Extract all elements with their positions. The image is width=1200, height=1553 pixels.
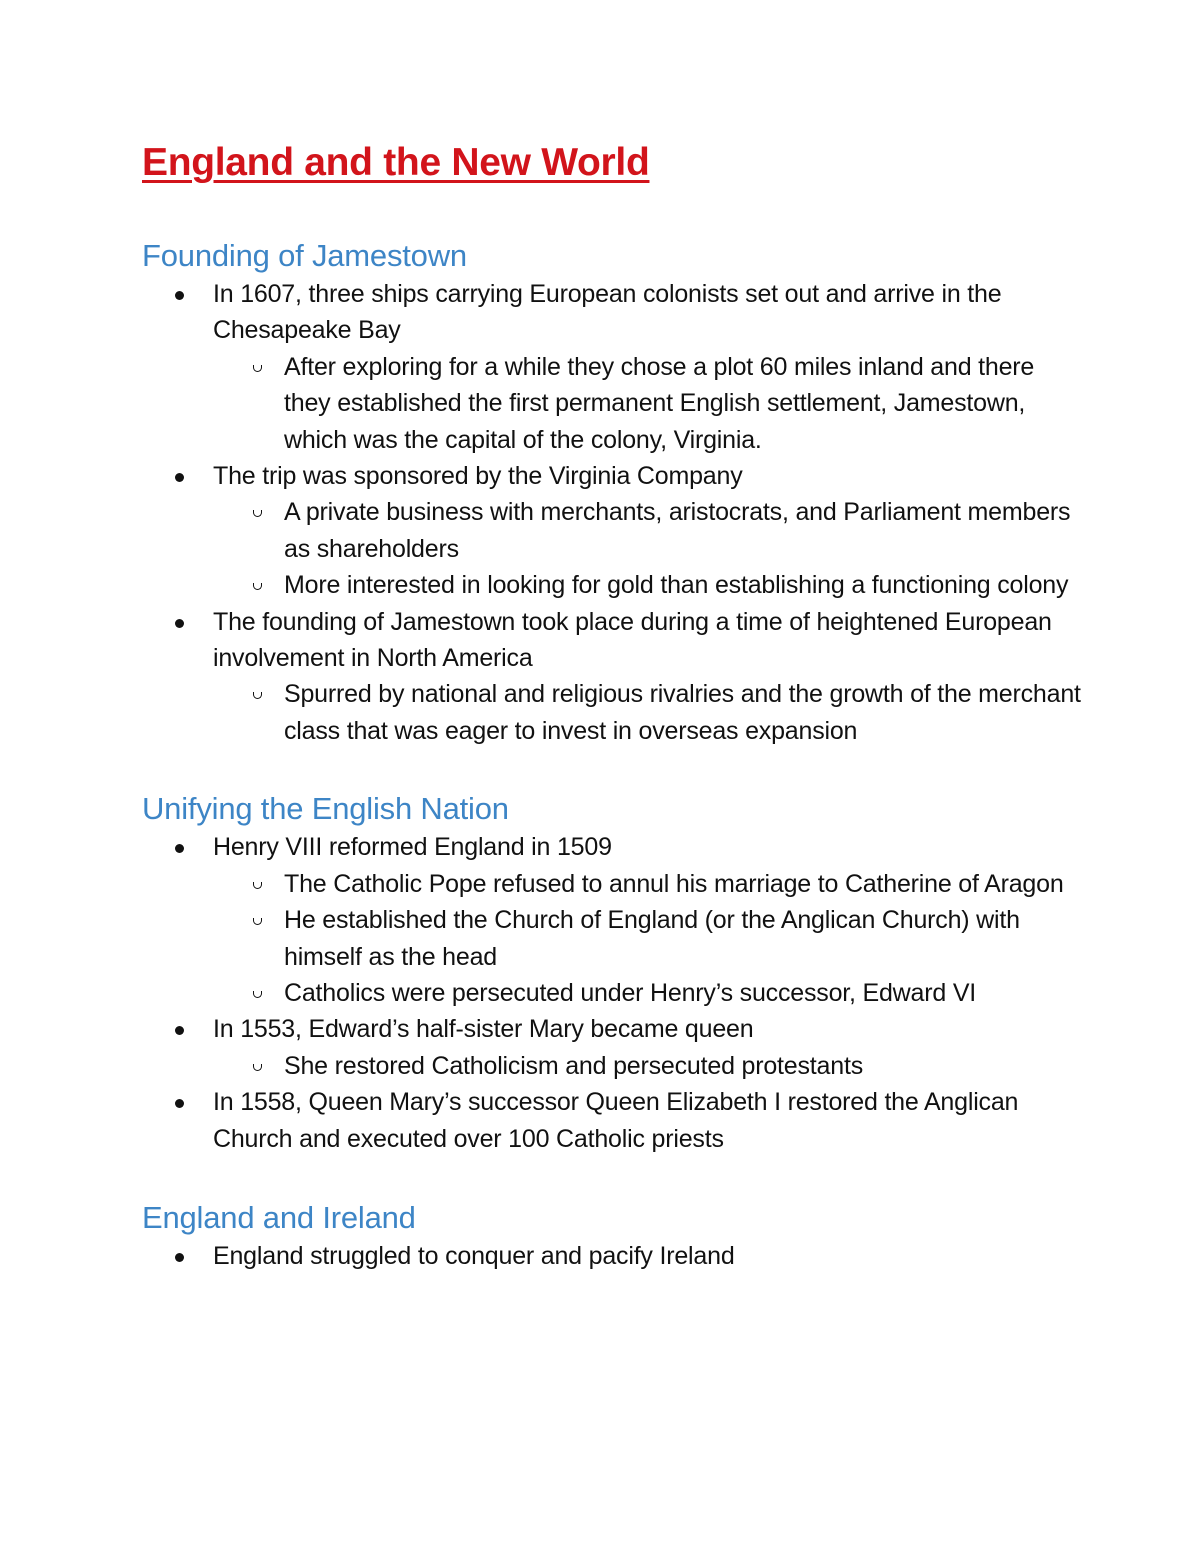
sub-list-item — [213, 349, 1082, 458]
bullet-dot-icon — [175, 1099, 184, 1108]
sub-list-item — [213, 975, 1082, 1011]
section-unifying-the-english-nation — [142, 789, 1082, 1157]
list-item — [142, 458, 1082, 494]
sub-bullet-list — [213, 1048, 1082, 1084]
bullet-dot-icon — [175, 844, 184, 853]
sub-list-item-text: Catholics were persecuted under Henry’s successor, Edward VI — [284, 978, 977, 1007]
sub-list-item-text: He established the Church of England (or the Anglican Church) with himself as the head — [284, 906, 1020, 971]
list-item-text: The founding of Jamestown took place during a time of heightened European involvement in North America — [213, 607, 1052, 673]
list-item — [142, 829, 1082, 865]
bullet-dot-icon — [175, 291, 184, 300]
hollow-bullet-icon — [253, 692, 262, 699]
bullet-dot-icon — [175, 1026, 184, 1035]
bullet-list — [142, 829, 1082, 1157]
hollow-bullet-icon — [253, 510, 262, 517]
section-heading: England and Ireland — [142, 1199, 416, 1235]
sub-list-item — [213, 902, 1082, 975]
document-title: England and the New World — [142, 141, 650, 184]
sub-list-item — [213, 676, 1082, 749]
sub-list-item-text: Spurred by national and religious rivalries and the growth of the merchant class that was eager to invest in overseas expansion — [284, 680, 1081, 745]
bullet-list — [142, 276, 1082, 749]
sub-bullet-list — [213, 494, 1082, 603]
list-item-text: In 1558, Queen Mary’s successor Queen Elizabeth I restored the Anglican Church and executed over 100 Catholic priests — [213, 1088, 1019, 1153]
sub-list-item-text: She restored Catholicism and persecuted protestants — [284, 1051, 864, 1080]
sub-bullet-list — [213, 676, 1082, 749]
sub-list-item-text: A private business with merchants, aristocrats, and Parliament members as shareholders — [284, 498, 1071, 563]
list-item-text: In 1553, Edward’s half-sister Mary became queen — [213, 1015, 754, 1044]
list-item-text: Henry VIII reformed England in 1509 — [213, 833, 612, 862]
sub-list-container — [142, 866, 1082, 1012]
bullet-dot-icon — [175, 1253, 184, 1262]
sub-list-container — [142, 349, 1082, 458]
sub-list-item — [213, 567, 1082, 603]
list-item-text: England struggled to conquer and pacify Ireland — [213, 1241, 735, 1270]
sub-list-item — [213, 1048, 1082, 1084]
document-page — [142, 138, 1082, 1274]
section-heading: Founding of Jamestown — [142, 238, 467, 273]
hollow-bullet-icon — [253, 991, 262, 998]
list-item — [142, 1238, 1082, 1274]
sub-list-item — [213, 494, 1082, 567]
list-item — [142, 276, 1082, 349]
sub-list-container — [142, 494, 1082, 603]
list-item — [142, 1011, 1082, 1047]
hollow-bullet-icon — [253, 365, 262, 372]
hollow-bullet-icon — [253, 583, 262, 590]
list-item-text: In 1607, three ships carrying European colonists set out and arrive in the Chesapeake Bay — [213, 280, 1002, 345]
hollow-bullet-icon — [253, 918, 262, 925]
bullet-list — [142, 1238, 1082, 1274]
sub-list-container — [142, 676, 1082, 749]
hollow-bullet-icon — [253, 882, 262, 889]
bullet-dot-icon — [175, 619, 184, 628]
section-england-and-ireland — [142, 1198, 1082, 1274]
sub-list-item-text: The Catholic Pope refused to annul his marriage to Catherine of Aragon — [284, 869, 1064, 898]
bullet-dot-icon — [175, 473, 184, 482]
section-founding-of-jamestown — [142, 236, 1082, 749]
sub-bullet-list — [213, 349, 1082, 458]
hollow-bullet-icon — [253, 1064, 262, 1071]
list-item — [142, 604, 1082, 677]
section-heading: Unifying the English Nation — [142, 791, 509, 827]
sub-list-item — [213, 866, 1082, 902]
list-item — [142, 1084, 1082, 1157]
sub-bullet-list — [213, 866, 1082, 1012]
sub-list-item-text: More interested in looking for gold than establishing a functioning colony — [284, 571, 1069, 600]
sub-list-item-text: After exploring for a while they chose a plot 60 miles inland and there they established the first permanent English settlement, Jamestown, which was the capital of the colony, Virginia. — [284, 352, 1035, 454]
sub-list-container — [142, 1048, 1082, 1084]
list-item-text: The trip was sponsored by the Virginia Company — [213, 462, 743, 491]
